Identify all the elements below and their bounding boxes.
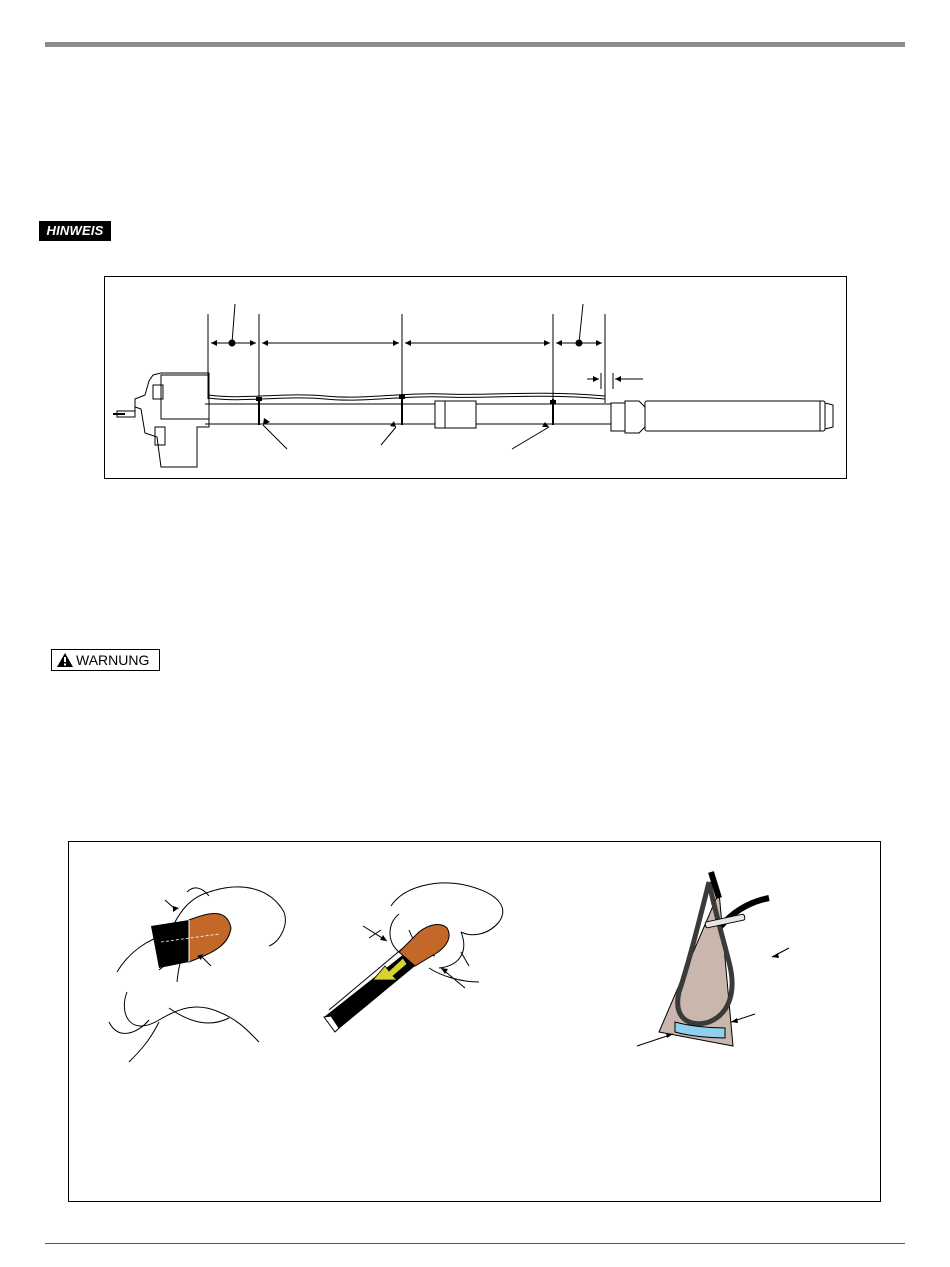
warnung-label: WARNUNG <box>76 651 150 668</box>
splice-kit-figure <box>68 841 881 1202</box>
pump-cable-diagram-icon <box>105 277 848 480</box>
warning-triangle-icon <box>56 652 74 668</box>
cable-splice-steps-icon <box>69 842 882 1203</box>
warnung-badge <box>51 649 160 671</box>
pump-assembly-figure <box>104 276 847 479</box>
hinweis-badge: HINWEIS <box>39 221 111 241</box>
header-rule <box>45 42 905 47</box>
step3-gel-bag <box>637 872 789 1046</box>
step1-hands-tape <box>109 887 285 1062</box>
footer-rule <box>45 1243 905 1244</box>
